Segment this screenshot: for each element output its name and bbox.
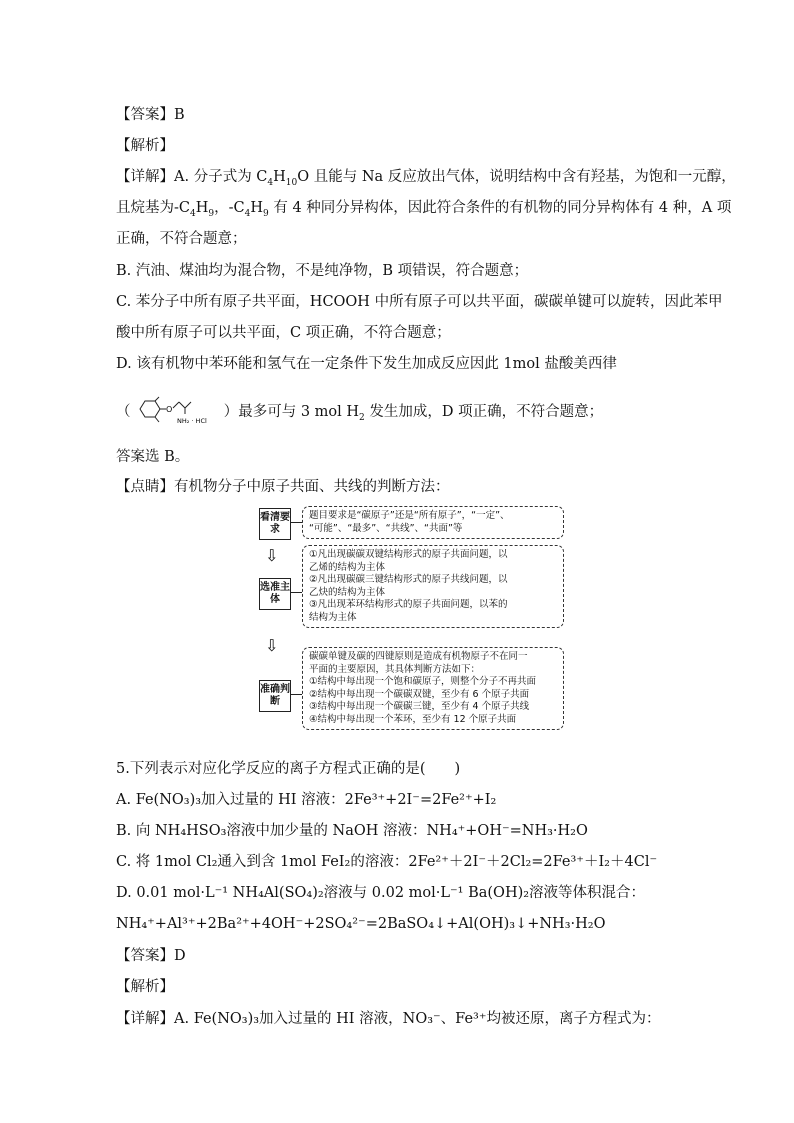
- subject-line: 乙炔的结构为主体: [309, 586, 386, 598]
- mexiletine-structure-image: [135, 396, 219, 424]
- step-read-requirements: 看清要求: [259, 508, 291, 540]
- subject-line: ①凡出现碳碳双键结构形式的原子共面问题，以: [309, 549, 508, 560]
- judgment-line: 平面的主要原因，其具体判断方法如下：: [309, 663, 481, 675]
- subject-line: 乙烯的结构为主体: [309, 561, 386, 573]
- judgment-line: ②结构中每出现一个碳碳双键，至少有 6 个原子共面: [309, 688, 530, 700]
- requirements-box: [302, 506, 564, 539]
- answer-select: 答案选 B。: [116, 449, 190, 465]
- req-line: 题目要求是“碳原子”还是“所有原子”，“一定”、: [309, 510, 510, 521]
- detail-a-line-3: 正确，不符合题意；: [116, 231, 247, 247]
- judgment-line: ③结构中每出现一个碳碳三键，至少有 4 个原子共线: [309, 701, 530, 712]
- option-d-line-1: D. 0.01 mol·L⁻¹ NH₄Al(SO₄)₂溶液与 0.02 mol·L⁻¹ Ba(OH)₂溶液等体积混合：: [116, 885, 646, 901]
- option-a: A. Fe(NO₃)₃加入过量的 HI 溶液：2Fe³⁺+2I⁻=2Fe²⁺+I₂: [116, 792, 497, 808]
- connector-1: [290, 522, 302, 523]
- detail-d-line-2: （ O NH₂ · HCl ）最多可与 3 mol $H_2$ 发生加成，D 项正确，不符合题意；: [116, 396, 603, 424]
- detail-b: B. 汽油、煤油均为混合物，不是纯净物，B 项错误，符合题意；: [116, 263, 529, 279]
- subject-line: ③凡出现苯环结构形式的原子共面问题，以苯的: [309, 599, 508, 610]
- down-arrow-icon: ⇩: [265, 546, 279, 565]
- svg-text:O: O: [166, 405, 173, 414]
- detail-c-line-2: 酸中所有原子可以共平面，C 项正确，不符合题意；: [116, 325, 451, 341]
- judgment-box: [302, 647, 564, 730]
- option-c: C. 将 1mol Cl₂通入到含 1mol FeI₂的溶液：2Fe²⁺＋2I⁻＋2Cl₂=2Fe³⁺＋I₂＋4Cl⁻: [116, 854, 658, 870]
- option-b: B. 向 NH₄HSO₃溶液中加少量的 NaOH 溶液：NH₄⁺+OH⁻=NH₃·H₂O: [116, 823, 588, 839]
- step-choose-subject: 选准主体: [259, 578, 291, 610]
- down-arrow-icon: ⇩: [265, 636, 279, 655]
- detail-d-line-1: D. 该有机物中苯环能和氢气在一定条件下发生加成反应因此 1mol 盐酸美西律: [116, 356, 617, 372]
- answer-label-2: 【答案】D: [116, 948, 186, 964]
- detail2-a: 【详解】A. Fe(NO₃)₃加入过量的 HI 溶液，NO₃⁻、Fe³⁺均被还原，离子方程式为：: [116, 1011, 661, 1027]
- connector-2: [290, 592, 302, 593]
- structure-label: NH₂ · HCl: [177, 417, 207, 424]
- detail-a-line-2: 且烷基为$-C_4H_9$，$-C_4H_9$ 有 4 种同分异构体，因此符合条件的有机物的同分异构体有 4 种，A 项: [116, 200, 732, 219]
- question-5: 5.下列表示对应化学反应的离子方程式正确的是( ): [116, 761, 461, 777]
- req-line: “可能”、“最多”、“共线”、“共面”等: [309, 522, 463, 534]
- subject-box: [302, 545, 564, 628]
- coplanar-judgment-diagram: [252, 504, 570, 744]
- judgment-line: 碳碳单键及碳的四键原则是造成有机物原子不在同一: [309, 651, 528, 662]
- subject-line: ②凡出现碳碳三键结构形式的原子共线问题，以: [309, 574, 508, 585]
- step-accurate-judgment: 准确判断: [259, 680, 291, 712]
- judgment-line: ④结构中每出现一个苯环，至少有 12 个原子共面: [309, 713, 517, 725]
- detail-a-line-1: 【详解】A. 分子式为 $C_4H_{10}O$ 且能与 Na 反应放出气体，说明结构中含有羟基，为饱和一元醇，: [116, 169, 736, 188]
- judgment-line: ①结构中每出现一个饱和碳原子，则整个分子不再共面: [309, 676, 537, 687]
- connector-3: [290, 694, 302, 695]
- option-d-line-2: NH₄⁺+Al³⁺+2Ba²⁺+4OH⁻+2SO₄²⁻=2BaSO₄↓+Al(OH)₃↓+NH₃·H₂O: [116, 916, 606, 932]
- detail-c-line-1: C. 苯分子中所有原子共平面，HCOOH 中所有原子可以共平面，碳碳单键可以旋转，因此苯甲: [116, 294, 723, 310]
- tip-heading: 【点睛】有机物分子中原子共面、共线的判断方法：: [116, 479, 450, 495]
- analysis-label-2: 【解析】: [116, 979, 174, 995]
- analysis-label: 【解析】: [116, 138, 174, 154]
- subject-line: 结构为主体: [309, 611, 357, 623]
- answer-label: 【答案】B: [116, 107, 185, 123]
